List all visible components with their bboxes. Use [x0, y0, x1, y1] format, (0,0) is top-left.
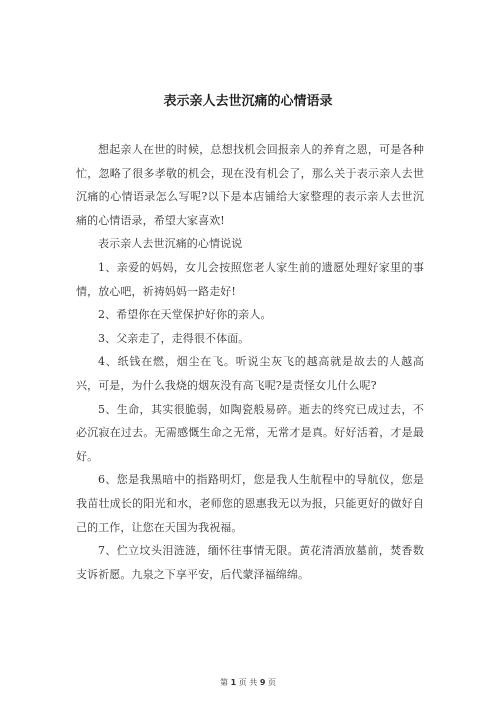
- page-footer: [0, 677, 496, 688]
- quote-item-3: 3、父亲走了，走得很不体面。: [98, 331, 250, 345]
- intro-paragraph: 想起亲人在世的时候，总想找机会回报亲人的养育之恩，可是各种忙，忽略了很多孝敬的机会，现在没有机会了，那么关于表示亲人去世沉痛的心情语录怎么写呢?以下是本店铺给大家整理的表示亲人去世沉痛的心情语录，希望大家喜欢!: [76, 143, 424, 227]
- quote-item-7: 7、伫立坟头泪涟涟，缅怀往事情无限。黄花清酒放墓前，焚香数支诉祈愿。九泉之下享平安，后代蒙泽福绵绵。: [76, 544, 424, 581]
- current-page-number: 1: [230, 678, 237, 687]
- footer-prefix: 第: [220, 678, 229, 687]
- footer-middle: 页 共: [238, 678, 258, 687]
- footer-suffix: 页: [267, 678, 276, 687]
- section-heading: 表示亲人去世沉痛的心情说说: [98, 237, 243, 251]
- quote-item-2: 2、希望你在天堂保护好你的亲人。: [98, 308, 272, 322]
- page-title: 表示亲人去世沉痛的心情语录: [163, 94, 333, 109]
- document-body: [76, 138, 424, 586]
- quote-item-4: 4、纸钱在燃，烟尘在飞。听说尘灰飞的越高就是故去的人越高兴，可是，为什么我烧的烟灰没有高飞呢?是责怪女儿什么呢?: [76, 355, 424, 392]
- quote-item-5: 5、生命，其实很脆弱，如陶瓷般易碎。逝去的终究已成过去，不必沉寂在过去。无需感慨生命之无常，无常才是真。好好活着，才是最好。: [76, 402, 424, 463]
- quote-item-1: 1、亲爱的妈妈，女儿会按照您老人家生前的遗愿处理好家里的事情，放心吧，祈祷妈妈一路走好!: [76, 260, 424, 298]
- quote-item-6: 6、您是我黑暗中的指路明灯，您是我人生航程中的导航仪，您是我苗壮成长的阳光和水，老师您的恩惠我无以为报，只能更好的做好自己的工作，让您在天国为我祝福。: [76, 473, 424, 534]
- total-pages-number: 9: [259, 678, 266, 687]
